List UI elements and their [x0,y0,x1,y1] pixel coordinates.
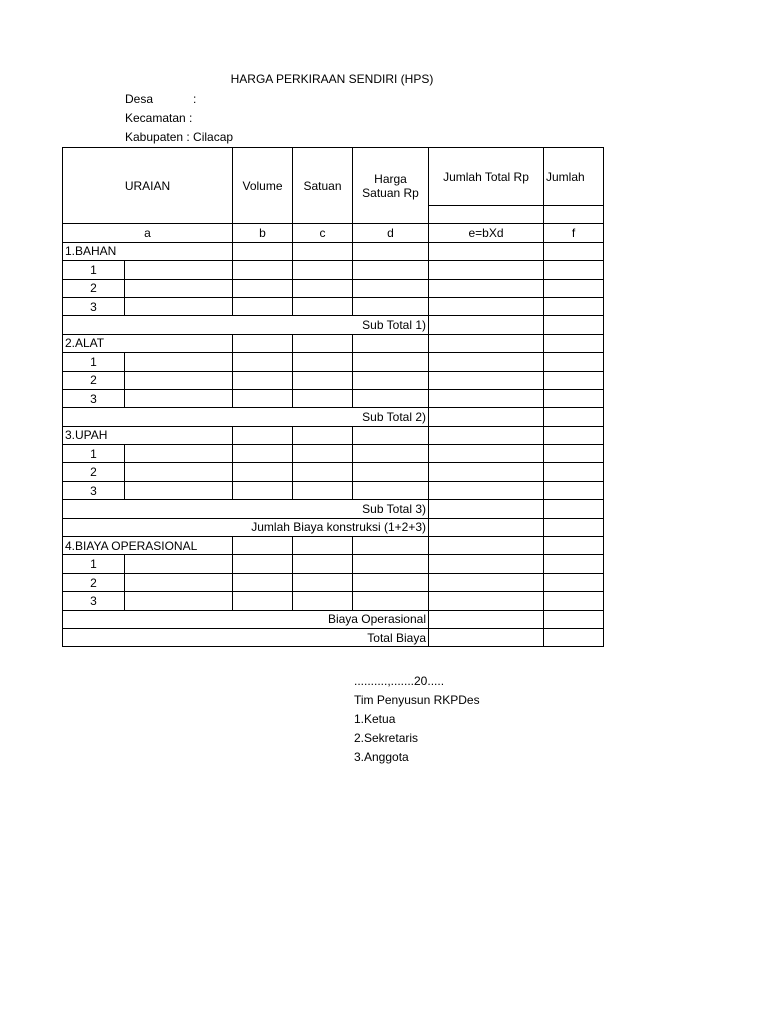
cell [544,206,604,224]
cell [353,555,429,573]
col-code-f: f [544,224,604,242]
cell [293,389,353,407]
subtotal-3: Sub Total 3) [63,500,429,518]
cell [233,592,293,610]
cell [125,297,233,315]
cell [125,592,233,610]
cell [429,518,544,536]
cell [125,353,233,371]
cell [125,371,233,389]
desa-value: : [193,92,197,106]
cell [544,445,604,463]
section-title-alat: 2.ALAT [63,334,233,352]
cell [353,463,429,481]
cell [544,500,604,518]
cell [293,573,353,591]
total-biaya: Total Biaya [63,628,429,646]
cell [544,316,604,334]
cell [544,555,604,573]
cell [233,463,293,481]
desa-label: Desa [125,92,154,106]
subtotal-1: Sub Total 1) [63,316,429,334]
subtotal-2: Sub Total 2) [63,408,429,426]
cell [353,481,429,499]
col-code-a: a [63,224,233,242]
cell [233,573,293,591]
row-number: 2 [63,279,125,297]
cell [353,537,429,555]
cell [429,610,544,628]
desa-line [125,91,197,107]
cell [293,279,353,297]
cell [544,537,604,555]
cell [293,242,353,260]
hps-table [62,147,604,647]
row-number: 3 [63,297,125,315]
cell [429,261,544,279]
row-number: 3 [63,481,125,499]
member-anggota: 3.Anggota [354,750,409,764]
cell [353,242,429,260]
document-title: HARGA PERKIRAAN SENDIRI (HPS) [230,72,434,86]
cell [353,592,429,610]
cell [353,353,429,371]
cell [293,481,353,499]
cell [125,481,233,499]
col-code-c: c [293,224,353,242]
cell [544,610,604,628]
cell [544,371,604,389]
cell [233,426,293,444]
cell [429,371,544,389]
cell [125,463,233,481]
cell [293,426,353,444]
col-header-harga-satuan: Harga Satuan Rp [353,148,429,224]
cell [293,353,353,371]
col-header-volume: Volume [233,148,293,224]
cell [293,371,353,389]
cell [429,628,544,646]
cell [429,206,544,224]
cell [353,279,429,297]
col-header-uraian: URAIAN [63,148,233,224]
cell [544,353,604,371]
cell [353,371,429,389]
cell [544,592,604,610]
cell [233,242,293,260]
cell [353,426,429,444]
cell [233,279,293,297]
cell [353,573,429,591]
row-number: 2 [63,371,125,389]
cell [233,445,293,463]
jumlah-biaya-konstruksi: Jumlah Biaya konstruksi (1+2+3) [63,518,429,536]
cell [233,261,293,279]
col-header-jumlah-total: Jumlah Total Rp [429,148,544,206]
cell [233,353,293,371]
cell [544,481,604,499]
cell [125,389,233,407]
cell [429,353,544,371]
cell [293,537,353,555]
cell [233,481,293,499]
cell [233,537,293,555]
col-code-d: d [353,224,429,242]
member-ketua: 1.Ketua [354,712,396,726]
cell [125,555,233,573]
cell [293,555,353,573]
cell [544,628,604,646]
cell [544,242,604,260]
section-title-upah: 3.UPAH [63,426,233,444]
col-code-b: b [233,224,293,242]
cell [544,518,604,536]
row-number: 3 [63,592,125,610]
cell [544,463,604,481]
cell [429,481,544,499]
col-code-e: e=bXd [429,224,544,242]
cell [125,261,233,279]
cell [125,279,233,297]
biaya-operasional: Biaya Operasional [63,610,429,628]
cell [233,555,293,573]
kecamatan-line: Kecamatan : [125,111,193,125]
cell [429,279,544,297]
row-number: 1 [63,445,125,463]
row-number: 3 [63,389,125,407]
row-number: 2 [63,573,125,591]
cell [429,389,544,407]
section-title-operasional: 4.BIAYA OPERASIONAL [63,537,233,555]
cell [544,279,604,297]
cell [353,389,429,407]
cell [429,297,544,315]
cell [353,334,429,352]
cell [544,261,604,279]
cell [429,334,544,352]
cell [429,316,544,334]
cell [233,371,293,389]
cell [293,334,353,352]
cell [544,297,604,315]
col-header-satuan: Satuan [293,148,353,224]
cell [233,334,293,352]
cell [429,445,544,463]
kabupaten-line: Kabupaten : Cilacap [125,130,234,144]
cell [293,592,353,610]
row-number: 1 [63,353,125,371]
cell [429,500,544,518]
cell [544,426,604,444]
cell [544,573,604,591]
row-number: 2 [63,463,125,481]
cell [544,334,604,352]
row-number: 1 [63,261,125,279]
cell [429,408,544,426]
member-sekretaris: 2.Sekretaris [354,731,419,745]
cell [429,555,544,573]
team-title: Tim Penyusun RKPDes [354,693,480,707]
cell [429,573,544,591]
cell [429,463,544,481]
cell [233,389,293,407]
cell [293,297,353,315]
cell [293,445,353,463]
cell [233,297,293,315]
row-number: 1 [63,555,125,573]
cell [544,389,604,407]
cell [544,408,604,426]
section-title-bahan: 1.BAHAN [63,242,233,260]
cell [293,463,353,481]
cell [353,297,429,315]
cell [353,445,429,463]
cell [429,537,544,555]
cell [293,261,353,279]
cell [429,242,544,260]
date-line: ..........,.......20..... [354,674,445,688]
col-header-jumlah: Jumlah [544,148,604,206]
cell [429,592,544,610]
cell [429,426,544,444]
cell [125,573,233,591]
cell [125,445,233,463]
cell [353,261,429,279]
